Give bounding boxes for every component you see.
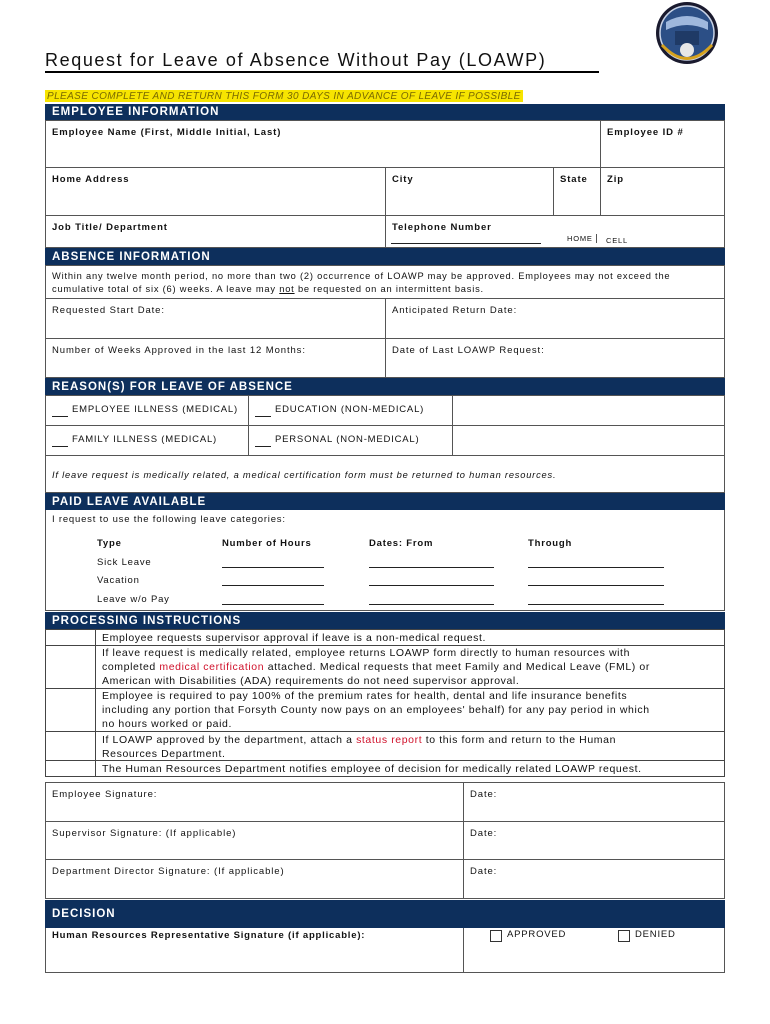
director-date-field[interactable] <box>463 859 725 899</box>
reasons-note: If leave request is medically related, a medical certification form must be returned to human resources. <box>52 470 557 480</box>
home-address-field[interactable] <box>45 167 386 216</box>
title-underline <box>45 71 599 73</box>
processing-header: PROCESSING INSTRUCTIONS <box>45 612 725 629</box>
step4-text <box>102 733 712 761</box>
step2-b1: completed <box>102 661 160 673</box>
decision-header: DECISION <box>45 900 725 928</box>
last-request-field[interactable] <box>385 338 725 378</box>
personal-label: PERSONAL (NON-MEDICAL) <box>275 434 420 445</box>
denied-checkbox[interactable] <box>618 930 630 942</box>
family-illness-checkbox[interactable] <box>52 446 68 447</box>
job-title-field[interactable] <box>45 215 386 248</box>
approved-label: APPROVED <box>507 929 567 940</box>
approved-checkbox[interactable] <box>490 930 502 942</box>
step1-text: Employee requests supervisor approval if leave is a non-medical request. <box>102 632 487 644</box>
absence-note-line2 <box>52 284 484 294</box>
sick-through-input[interactable] <box>528 567 664 568</box>
absence-note-line2-b: be requested on an intermittent basis. <box>294 284 484 294</box>
step4-a1: If LOAWP approved by the department, attach a <box>102 734 357 746</box>
state-label: State <box>560 174 588 185</box>
city-field[interactable] <box>385 167 554 216</box>
without-pay-through-input[interactable] <box>528 604 664 605</box>
employee-info-header: EMPLOYEE INFORMATION <box>45 104 725 120</box>
medical-certification-link[interactable]: medical certification <box>159 661 265 673</box>
weeks-approved-field[interactable] <box>45 338 386 378</box>
cell-phone-label: CELL <box>606 236 628 245</box>
absence-note-line2-a: cumulative total of six (6) weeks. A leave may <box>52 284 280 294</box>
step2-line-c: American with Disabilities (ADA) requirements do not need supervisor approval. <box>102 675 520 687</box>
step4-a2: to this form and return to the Human <box>422 734 617 746</box>
supervisor-date-field[interactable] <box>463 821 725 860</box>
return-date-label: Anticipated Return Date: <box>392 305 518 316</box>
phone-divider <box>596 234 597 243</box>
step2-line-b <box>102 660 712 674</box>
vacation-hours-input[interactable] <box>222 585 324 586</box>
county-seal-logo <box>652 0 722 70</box>
paid-leave-intro: I request to use the following leave categories: <box>52 514 286 525</box>
hr-signature-label: Human Resources Representative Signature (if applicable): <box>52 930 366 941</box>
state-field[interactable] <box>553 167 601 216</box>
home-address-label: Home Address <box>52 174 130 185</box>
instruction-banner: PLEASE COMPLETE AND RETURN THIS FORM 30 DAYS IN ADVANCE OF LEAVE IF POSSIBLE <box>47 91 521 102</box>
director-date-label: Date: <box>470 866 498 877</box>
supervisor-date-label: Date: <box>470 828 498 839</box>
education-label: EDUCATION (NON-MEDICAL) <box>275 404 425 415</box>
employee-date-field[interactable] <box>463 782 725 822</box>
reasons-col-divider-1 <box>248 395 249 456</box>
employee-illness-checkbox[interactable] <box>52 416 68 417</box>
col-from: Dates: From <box>369 538 434 549</box>
job-title-label: Job Title/ Department <box>52 222 168 233</box>
start-date-field[interactable] <box>45 298 386 339</box>
employee-date-label: Date: <box>470 789 498 800</box>
col-type: Type <box>97 538 122 549</box>
col-hours: Number of Hours <box>222 538 312 549</box>
step3-line-b: including any portion that Forsyth County now pays on an employees' behalf) for any pay period in which <box>102 704 650 716</box>
city-label: City <box>392 174 414 185</box>
leave-type-without-pay: Leave w/o Pay <box>97 594 170 605</box>
step5-text: The Human Resources Department notifies employee of decision for medically related LOAWP request. <box>102 763 642 775</box>
step2-b2: attached. Medical requests that meet Family and Medical Leave (FML) or <box>264 661 650 673</box>
denied-label: DENIED <box>635 929 676 940</box>
telephone-underline <box>391 243 541 244</box>
vacation-through-input[interactable] <box>528 585 664 586</box>
absence-note-not: not <box>279 284 295 294</box>
step3-line-c: no hours worked or paid. <box>102 718 232 730</box>
without-pay-from-input[interactable] <box>369 604 494 605</box>
director-signature-field[interactable] <box>45 859 464 899</box>
family-illness-label: FAMILY ILLNESS (MEDICAL) <box>72 434 218 445</box>
telephone-label: Telephone Number <box>392 222 492 233</box>
col-through: Through <box>528 538 573 549</box>
employee-id-label: Employee ID # <box>607 127 684 138</box>
sick-from-input[interactable] <box>369 567 494 568</box>
supervisor-signature-field[interactable] <box>45 821 464 860</box>
employee-name-label: Employee Name (First, Middle Initial, Last) <box>52 127 282 138</box>
decision-choice-box <box>463 928 725 973</box>
supervisor-signature-label: Supervisor Signature: (If applicable) <box>52 828 237 839</box>
absence-info-header: ABSENCE INFORMATION <box>45 248 725 265</box>
education-checkbox[interactable] <box>255 416 271 417</box>
reasons-divider <box>45 425 725 426</box>
employee-illness-label: EMPLOYEE ILLNESS (MEDICAL) <box>72 404 238 415</box>
absence-note-line1: Within any twelve month period, no more than two (2) occurrence of LOAWP may be approved. Employees may not exceed the <box>52 271 671 281</box>
employee-id-field[interactable] <box>600 120 725 168</box>
page-title: Request for Leave of Absence Without Pay (LOAWP) <box>45 50 547 70</box>
reasons-header: REASON(S) FOR LEAVE OF ABSENCE <box>45 378 725 395</box>
step3-text <box>102 689 712 731</box>
last-request-label: Date of Last LOAWP Request: <box>392 345 545 356</box>
weeks-approved-label: Number of Weeks Approved in the last 12 Months: <box>52 345 306 356</box>
status-report-link[interactable]: status report <box>356 734 423 746</box>
leave-type-vacation: Vacation <box>97 575 140 586</box>
step4-line-a <box>102 733 712 747</box>
step4-line-b: Resources Department. <box>102 748 226 760</box>
home-phone-label: HOME <box>567 234 593 243</box>
return-date-field[interactable] <box>385 298 725 339</box>
sick-hours-input[interactable] <box>222 567 324 568</box>
start-date-label: Requested Start Date: <box>52 305 165 316</box>
zip-field[interactable] <box>600 167 725 216</box>
paid-leave-header: PAID LEAVE AVAILABLE <box>45 493 725 510</box>
leave-type-sick: Sick Leave <box>97 557 152 568</box>
employee-signature-label: Employee Signature: <box>52 789 158 800</box>
step2-line-a: If leave request is medically related, employee returns LOAWP form directly to human resources with <box>102 647 631 659</box>
director-signature-label: Department Director Signature: (If applicable) <box>52 866 285 877</box>
vacation-from-input[interactable] <box>369 585 494 586</box>
step3-line-a: Employee is required to pay 100% of the premium rates for health, dental and life insurance benefits <box>102 690 628 702</box>
employee-name-field[interactable] <box>45 120 601 168</box>
zip-label: Zip <box>607 174 624 185</box>
without-pay-hours-input[interactable] <box>222 604 324 605</box>
reasons-col-divider-2 <box>452 395 453 456</box>
personal-checkbox[interactable] <box>255 446 271 447</box>
processing-col-divider <box>95 629 96 777</box>
employee-signature-field[interactable] <box>45 782 464 822</box>
step2-text <box>102 646 712 688</box>
